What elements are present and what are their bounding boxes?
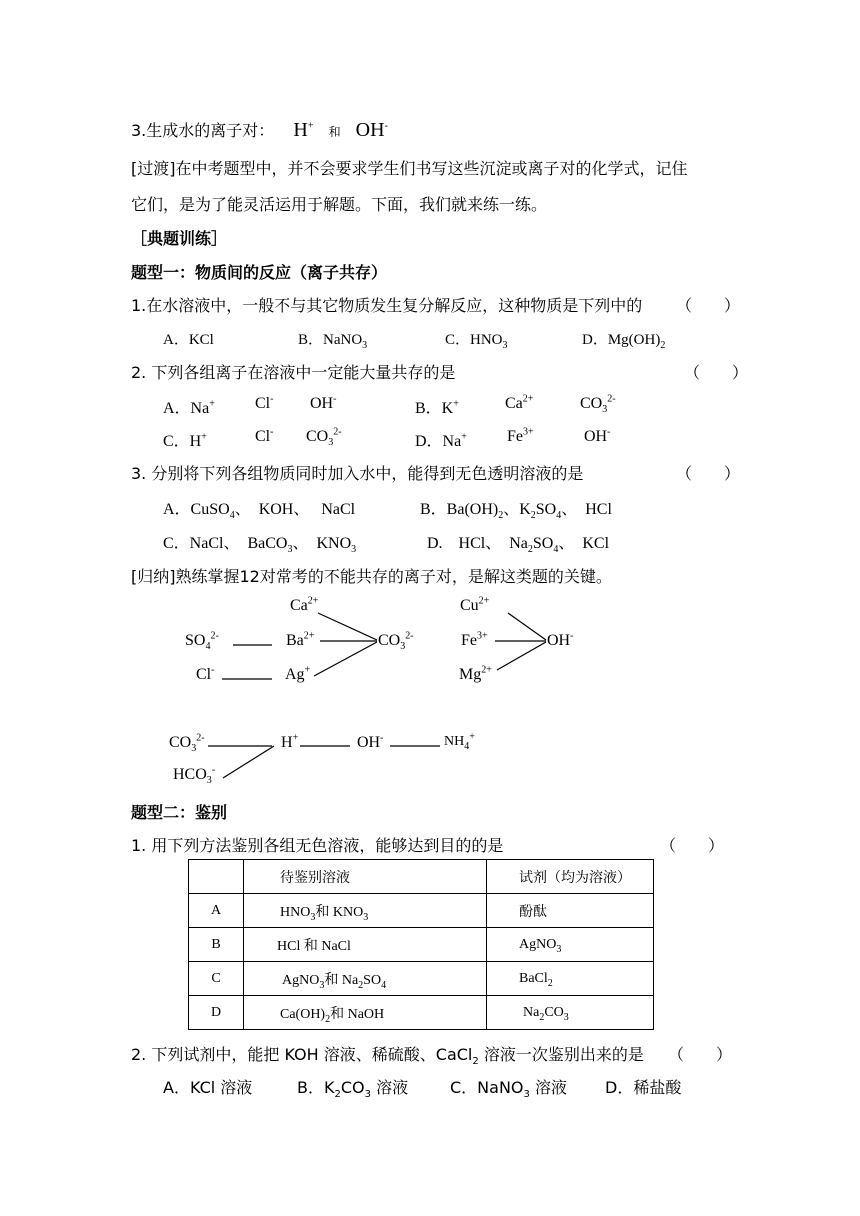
- q1-option-b: B．NaNO$_3$: [298, 332, 368, 351]
- ion-cl: Cl-: [196, 664, 215, 683]
- q2-b-ion2: $Ca^{2+}$: [505, 393, 534, 412]
- ion-ag: Ag+: [285, 664, 311, 683]
- q2-option-a: A．Na+: [163, 398, 215, 417]
- table-row: [189, 894, 654, 928]
- q1-option-a: A．KCl: [163, 332, 214, 348]
- q3-option-b: B．$Ba(OH)_2$、$K_2SO_4$、 HCl: [420, 501, 612, 522]
- training-heading: ［典题训练］: [131, 229, 228, 248]
- table-header-cell: [189, 860, 244, 894]
- row-solution: $HNO_3$和 $KNO_3$: [244, 894, 487, 928]
- oh-ion: OH-: [355, 119, 388, 141]
- line-ag-co3: [314, 642, 377, 676]
- ion-h: H+: [281, 732, 299, 751]
- row-label: A: [189, 894, 244, 928]
- q3-paren: （ ）: [676, 464, 741, 483]
- ion-co3-b: $CO_3^{2-}$: [169, 732, 205, 755]
- line-mg-oh: [497, 642, 546, 670]
- identification-table: [188, 859, 654, 1030]
- ion-nh4: $NH_4^+$: [444, 731, 475, 752]
- ion-oh-b: OH-: [357, 732, 384, 751]
- row-reagent: $Na_2CO_3$: [487, 996, 654, 1030]
- q2-c-ion3: $CO_3^{2-}$: [306, 426, 342, 449]
- row-reagent: BaCl$_2$: [487, 962, 654, 996]
- type2-title: 题型二：鉴别: [131, 803, 228, 822]
- q2-option-c: C．H+: [163, 431, 207, 450]
- row-reagent: AgNO$_3$: [487, 928, 654, 962]
- table-row: [189, 996, 654, 1030]
- q2-paren: （ ）: [684, 363, 749, 382]
- q2-a-ion3: OH-: [310, 393, 337, 412]
- q2-option-b: B．K+: [415, 398, 459, 417]
- ion-hco3: $HCO_3^-$: [173, 764, 216, 787]
- transition-line-1: [过渡]在中考题型中，并不会要求学生们书写这些沉淀或离子对的化学式，记住: [131, 159, 688, 178]
- q2-b-ion3: $CO_3^{2-}$: [580, 393, 616, 416]
- ion-so4: $SO_4^{2-}$: [185, 630, 219, 653]
- q2-a-ion2: Cl-: [255, 393, 274, 412]
- q4-paren: （ ）: [660, 836, 725, 855]
- q2-d-ion3: OH-: [584, 426, 611, 445]
- ion-ca: $Ca^{2+}$: [290, 595, 319, 614]
- line-hco3-h: [223, 746, 274, 778]
- ion-mg: $Mg^{2+}$: [459, 664, 492, 683]
- row-solution: HCl 和 NaCl: [244, 928, 487, 962]
- q1-option-d: D．$Mg(OH)_2$: [582, 332, 666, 351]
- transition-line-2: 它们，是为了能灵活运用于解题。下面，我们就来练一练。: [131, 195, 548, 214]
- row-solution: AgNO$_3$和 $Na_2SO_4$: [244, 962, 487, 996]
- line-ca-co3: [318, 613, 377, 640]
- ion-oh: OH-: [547, 630, 574, 649]
- row-label: B: [189, 928, 244, 962]
- ion-co3: $CO_3^{2-}$: [378, 630, 414, 653]
- table-header-row: [189, 860, 654, 894]
- q3-stem: 3. 分别将下列各组物质同时加入水中，能得到无色透明溶液的是: [131, 464, 584, 483]
- q2-option-d: D．Na+: [415, 431, 467, 450]
- q1-option-c: C．$HNO_3$: [445, 332, 508, 351]
- table-header-cell: 试剂（均为溶液）: [487, 860, 654, 894]
- q4-stem: 1. 用下列方法鉴别各组无色溶液，能够达到目的的是: [131, 836, 504, 855]
- type1-title: 题型一：物质间的反应（离子共存）: [131, 263, 388, 282]
- q5-option-a: A．KCl 溶液: [163, 1078, 253, 1097]
- and-text: 和: [328, 125, 341, 139]
- row-label: D: [189, 996, 244, 1030]
- water-ion-pair-prefix: 3.生成水的离子对：: [131, 121, 275, 140]
- q3-option-a: A．CuSO$_4$、 KOH、 NaCl: [163, 501, 356, 522]
- q2-stem: 2. 下列各组离子在溶液中一定能大量共存的是: [131, 363, 456, 382]
- q5-paren: （ ）: [668, 1045, 733, 1064]
- row-solution: $Ca(OH)_2$和 NaOH: [244, 996, 487, 1030]
- table-row: [189, 962, 654, 996]
- h-ion: H+: [293, 119, 314, 141]
- q5-option-c: C．NaNO$_3$ 溶液: [450, 1078, 567, 1101]
- ion-fe: $Fe^{3+}$: [461, 630, 488, 649]
- table-row: [189, 928, 654, 962]
- summary-line: [归纳]熟练掌握12对常考的不能共存的离子对，是解这类题的关键。: [131, 567, 612, 586]
- q2-c-ion2: Cl-: [255, 426, 274, 445]
- q1-paren: （ ）: [676, 296, 741, 315]
- q2-d-ion2: $Fe^{3+}$: [507, 426, 534, 445]
- q3-option-c: C．NaCl、 BaCO$_3$、 $KNO_3$: [163, 535, 357, 556]
- q3-option-d: D. HCl、 $Na_2SO_4$、 KCl: [427, 535, 610, 556]
- table-header-cell: 待鉴别溶液: [244, 860, 487, 894]
- q5-stem: 2. 下列试剂中，能把 KOH 溶液、稀硫酸、CaCl$_2$ 溶液一次鉴别出来的是: [131, 1045, 644, 1068]
- ion-cu: $Cu^{2+}$: [460, 595, 490, 614]
- row-reagent: 酚酞: [487, 894, 654, 928]
- q5-option-d: D．稀盐酸: [605, 1078, 682, 1097]
- q1-stem: 1.在水溶液中，一般不与其它物质发生复分解反应，这种物质是下列中的: [131, 296, 643, 315]
- row-label: C: [189, 962, 244, 996]
- line-cu-oh: [508, 613, 546, 640]
- ion-ba: $Ba^{2+}$: [286, 630, 315, 649]
- q5-option-b: B．$K_2CO_3$ 溶液: [297, 1078, 409, 1101]
